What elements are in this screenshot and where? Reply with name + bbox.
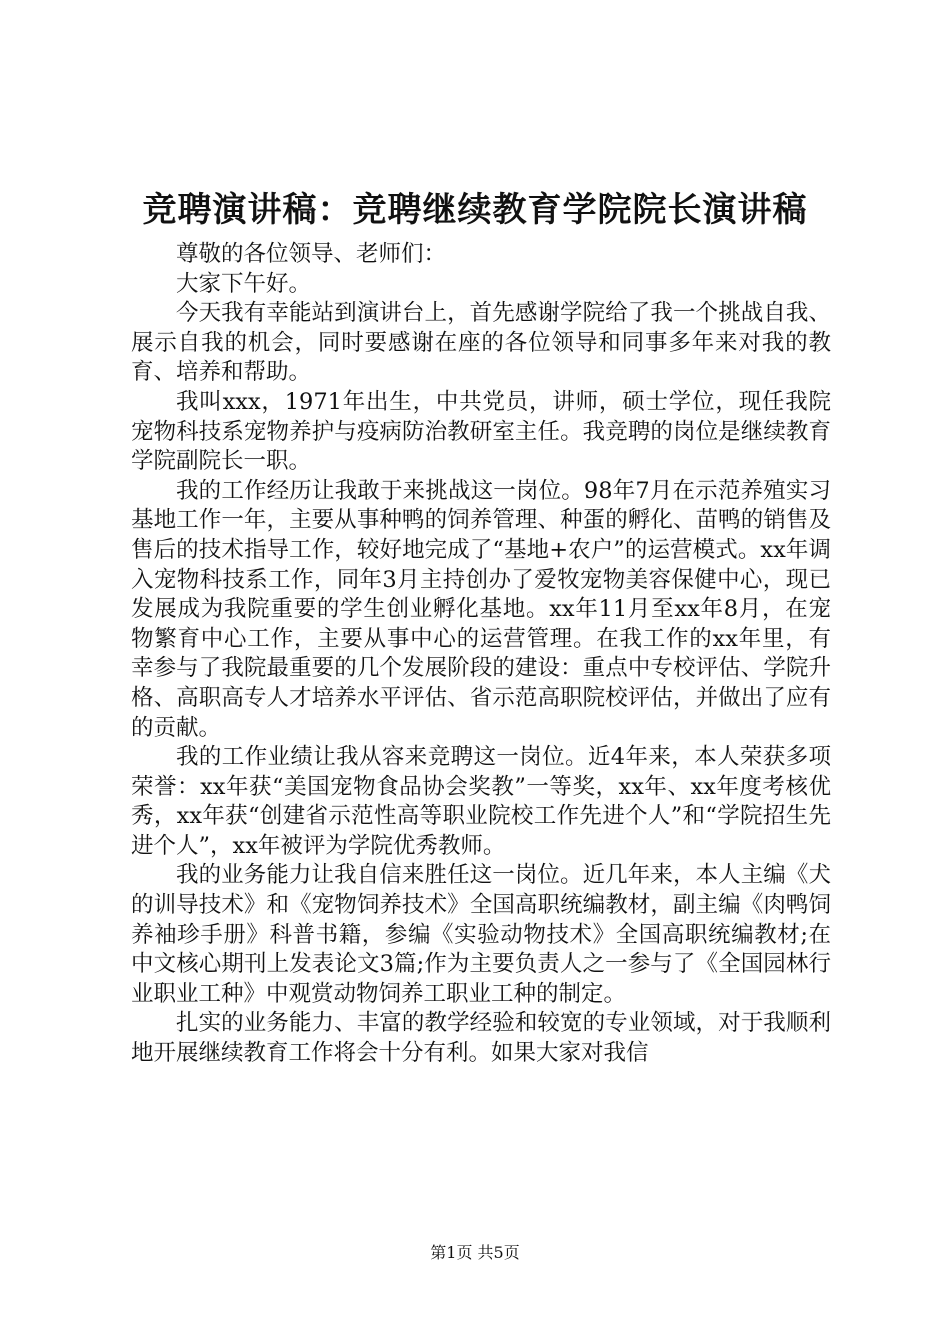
paragraph-self-introduction: 我叫xxx，1971年出生，中共党员，讲师，硕士学位，现任我院宠物科技系宠物养护与疫病防治教研室主任。我竞聘的岗位是继续教育学院副院长一职。 — [131, 388, 831, 475]
paragraph-work-experience: 我的工作经历让我敢于来挑战这一岗位。98年7月在示范养殖实习基地工作一年，主要从事种鸭的饲养管理、种蛋的孵化、苗鸭的销售及售后的技术指导工作，较好地完成了“基地+农户”的运营模式。xx年调入宠物科技系工作，同年3月主持创办了爱牧宠物美容保健中心，现已发展成为我院重要的学生创业孵化基地。xx年11月至xx年8月，在宠物繁育中心工作，主要从事中心的运营管理。在我工作的xx年里，有幸参与了我院最重要的几个发展阶段的建设：重点中专校评估、学院升格、高职高专人才培养水平评估、省示范高职院校评估，并做出了应有的贡献。 — [131, 477, 831, 741]
paragraph-greeting: 尊敬的各位领导、老师们： — [176, 241, 447, 267]
paragraph-achievements: 我的工作业绩让我从容来竞聘这一岗位。近4年来，本人荣获多项荣誉：xx年获“美国宠物食品协会奖教”一等奖，xx年、xx年度考核优秀，xx年获“创建省示范性高等职业院校工作先进个人”和“学院招生先进个人”，xx年被评为学院优秀教师。 — [131, 744, 831, 859]
paragraph-hello: 大家下午好。 — [176, 270, 312, 297]
document-body — [131, 240, 831, 1069]
page-footer: 第1页 共5页 — [430, 1243, 520, 1262]
paragraph-professional-ability: 我的业务能力让我自信来胜任这一岗位。近几年来，本人主编《犬的训导技术》和《宠物饲养技术》全国高职统编教材，副主编《肉鸭饲养袖珍手册》科普书籍，参编《实验动物技术》全国高职统编教材;在中文核心期刊上发表论文3篇;作为主要负责人之一参与了《全国园林行业职业工种》中观赏动物饲养工职业工种的制定。 — [131, 862, 831, 1007]
paragraph-conclusion: 扎实的业务能力、丰富的教学经验和较宽的专业领域，对于我顺利地开展继续教育工作将会十分有利。如果大家对我信 — [131, 1010, 831, 1067]
document-title: 竞聘演讲稿：竞聘继续教育学院院长演讲稿 — [142, 190, 808, 230]
paragraph-intro: 今天我有幸能站到演讲台上，首先感谢学院给了我一个挑战自我、展示自我的机会，同时要感谢在座的各位领导和同事多年来对我的教育、培养和帮助。 — [131, 300, 831, 386]
